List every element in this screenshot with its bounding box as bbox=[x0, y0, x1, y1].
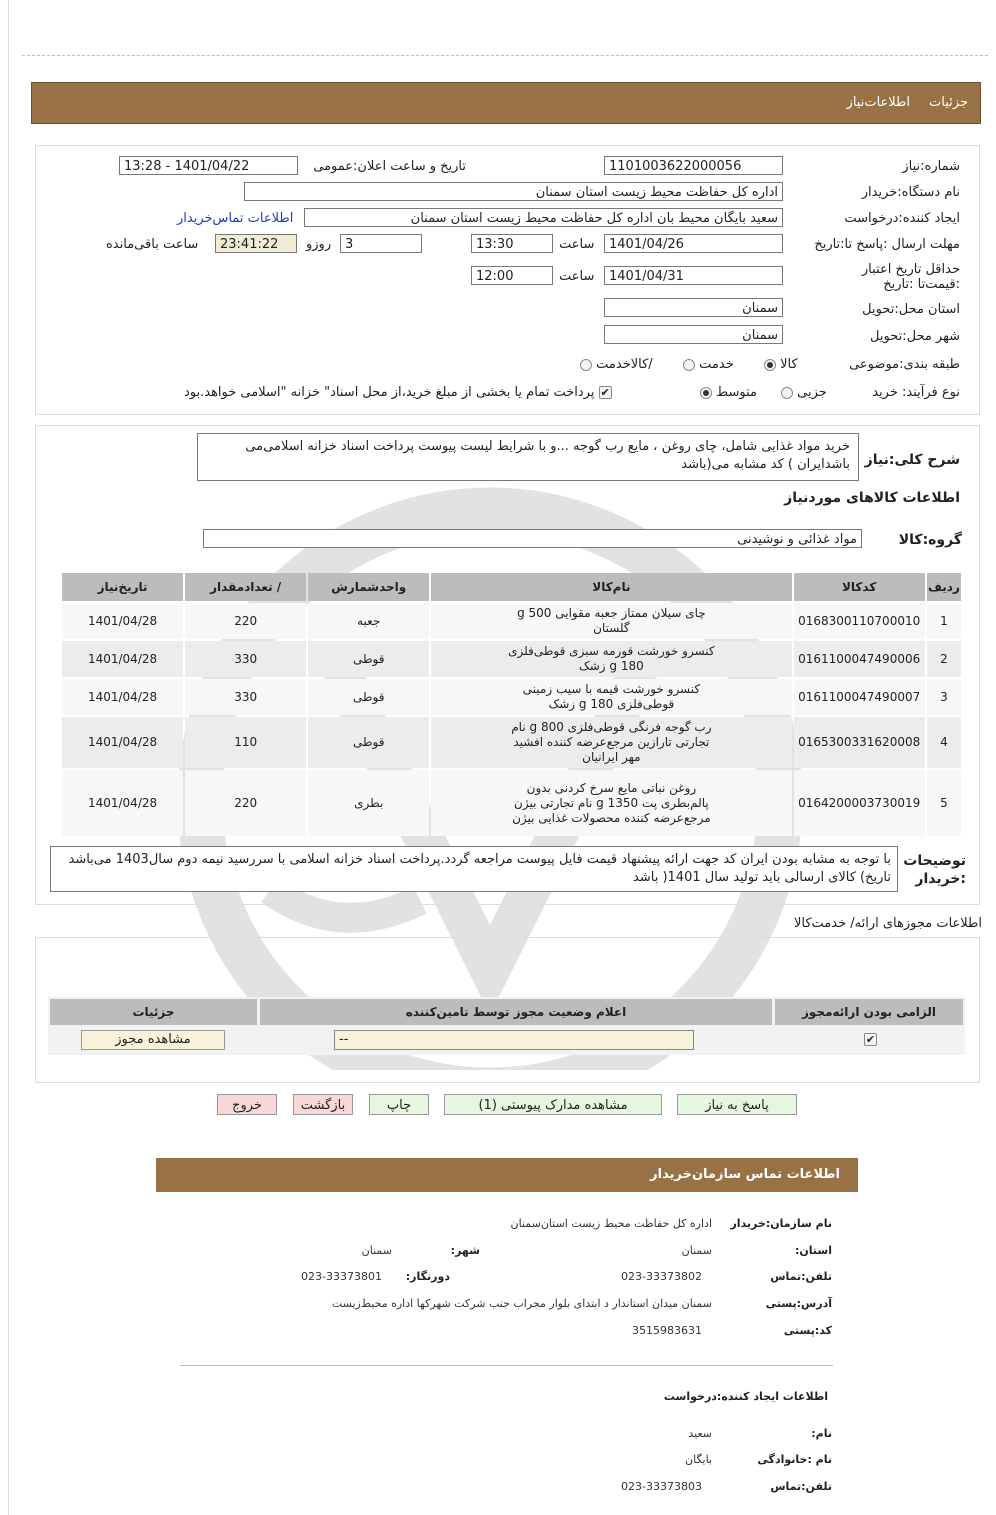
city-label: شهر محل:تحویل bbox=[870, 329, 960, 344]
table-row bbox=[62, 679, 961, 715]
description-text: خرید مواد غذایی شامل، چای روغن ، مایع رب گوجه ...و با شرایط لیست پیوست پرداخت اسناد خزانه اسلامی‌می باشدایران ) کد مشابه می(باشد bbox=[197, 433, 859, 481]
process-medium-radio[interactable] bbox=[700, 387, 712, 399]
cell-name bbox=[431, 770, 791, 836]
cell-row: 3 bbox=[927, 679, 961, 715]
category-goods-service-label: /کالاخدمت bbox=[596, 357, 653, 372]
table-row bbox=[62, 770, 961, 836]
creator-first-name-value: سعید bbox=[688, 1427, 712, 1440]
category-label: طبقه بندی:موضوعی bbox=[849, 357, 960, 372]
cell-name-text: روغن نباتی مایع سرخ کردنی بدون پالم‌بطری پت g 1350 نام تجارتی بیژن مرجع‌عرضه کننده محصولات غذایی بیژن bbox=[512, 780, 711, 825]
announce-label: تاریخ و ساعت اعلان:عمومی bbox=[313, 159, 466, 174]
permit-required-checkbox[interactable]: ✔ bbox=[865, 1033, 876, 1046]
creator-last-name-label: نام :خانوادگی bbox=[757, 1453, 832, 1466]
cell-row: 4 bbox=[927, 717, 961, 768]
col-qty: / تعدادمقدار bbox=[185, 573, 306, 601]
col-code: کدکالا bbox=[794, 573, 925, 601]
permits-table bbox=[48, 997, 965, 1055]
permit-required-header: الزامی بودن ارائه‌مجوز bbox=[775, 999, 963, 1025]
col-row: ردیف bbox=[927, 573, 961, 601]
creator-first-name-label: نام: bbox=[811, 1427, 832, 1440]
cell-name bbox=[431, 679, 791, 715]
category-service[interactable] bbox=[683, 357, 734, 372]
cell-code: 0164200003730019 bbox=[794, 770, 925, 836]
cell-qty: 110 bbox=[185, 717, 306, 768]
validity-label: حداقل تاریخ اعتبار :قیمت‌تا :تاریخ bbox=[861, 262, 960, 292]
contact-fax-label: دورنگار: bbox=[405, 1270, 450, 1283]
buyer-notes-label: توضیحات :خریدار bbox=[903, 853, 966, 887]
category-goods-service[interactable] bbox=[580, 357, 653, 372]
cell-code: 0165300331620008 bbox=[794, 717, 925, 768]
deadline-time-label: ساعت bbox=[559, 237, 595, 252]
cell-unit: جعبه bbox=[308, 603, 429, 639]
top-divider bbox=[22, 55, 988, 56]
creator-info-title: اطلاعات ایجاد کننده:درخواست bbox=[663, 1390, 828, 1403]
cell-name bbox=[431, 603, 791, 639]
category-goods[interactable] bbox=[764, 357, 798, 372]
cell-name-text: رب گوجه فرنگی قوطی‌فلزی 800 g نام تجارتی تارازین مرجع‌عرضه کننده افشید مهر ایرانیان bbox=[511, 720, 712, 764]
cell-code: 0168300110700010 bbox=[794, 603, 925, 639]
contact-province-label: استان: bbox=[795, 1244, 832, 1257]
process-medium-label: متوسط bbox=[716, 385, 757, 400]
need-number-field: 1101003622000056 bbox=[604, 156, 783, 175]
process-minor-radio[interactable] bbox=[781, 387, 793, 399]
buyer-org-field: اداره کل حفاظت محیط زیست استان سمنان bbox=[244, 182, 783, 201]
validity-date-field: 1401/04/31 bbox=[604, 266, 783, 285]
province-label: استان محل:تحویل bbox=[862, 302, 960, 317]
buyer-contact-link[interactable]: اطلاعات تماس‌خریدار bbox=[177, 211, 294, 226]
contact-org-value: اداره کل حفاظت محیط زیست استان‌سمنان bbox=[510, 1217, 712, 1230]
goods-info-title: اطلاعات کالاهای موردنیاز bbox=[784, 490, 960, 506]
deadline-label: مهلت ارسال :پاسخ تا:تاریخ bbox=[814, 237, 960, 252]
exit-button[interactable]: خروج bbox=[217, 1094, 277, 1115]
cell-row: 5 bbox=[927, 770, 961, 836]
goods-group-field: مواد غذائی و نوشیدنی bbox=[203, 529, 862, 548]
permit-status-header: اعلام وضعیت مجوز توسط تامین‌کننده bbox=[260, 999, 772, 1025]
category-service-label: خدمت bbox=[699, 357, 734, 372]
contact-address-value: سمنان میدان استاندار د ابتدای بلوار مجراب جنب شرکت شهرکها اداره محیط‌زیست bbox=[331, 1297, 712, 1310]
cell-unit: قوطی bbox=[308, 641, 429, 677]
goods-group-label: گروه:کالا bbox=[898, 532, 962, 548]
contact-header bbox=[156, 1158, 858, 1192]
cell-qty: 330 bbox=[185, 679, 306, 715]
cell-row: 1 bbox=[927, 603, 961, 639]
cell-name-text: چای سیلان ممتاز جعبه مقوایی 500 g گلستان bbox=[517, 606, 706, 635]
process-medium[interactable] bbox=[700, 385, 757, 400]
contact-address-label: آدرس:پستی bbox=[765, 1297, 832, 1310]
city-field: سمنان bbox=[604, 325, 783, 344]
print-button[interactable]: چاپ bbox=[369, 1094, 429, 1115]
process-type-label: نوع فرآیند: bbox=[902, 385, 960, 400]
cell-code: 0161100047490006 bbox=[794, 641, 925, 677]
cell-unit: قوطی bbox=[308, 679, 429, 715]
contact-title: اطلاعات تماس سازمان‌خریدار bbox=[650, 1167, 840, 1182]
col-unit: واحدشمارش bbox=[308, 573, 429, 601]
cell-name bbox=[431, 717, 791, 768]
permit-status-field: -- bbox=[334, 1030, 694, 1050]
announce-field: 1401/04/22 - 13:28 bbox=[119, 156, 298, 175]
items-table bbox=[60, 571, 963, 838]
table-row bbox=[62, 717, 961, 768]
page-header bbox=[31, 82, 981, 124]
cell-qty: 220 bbox=[185, 603, 306, 639]
contact-postal-label: کد:پستی bbox=[783, 1324, 832, 1337]
cell-date: 1401/04/28 bbox=[62, 641, 183, 677]
process-minor[interactable] bbox=[781, 385, 827, 400]
creator-phone-value: 023-33373803 bbox=[621, 1480, 702, 1493]
remaining-label: ساعت باقی‌مانده bbox=[106, 237, 199, 252]
contact-phone-value: 023-33373802 bbox=[621, 1270, 702, 1283]
contact-org-label: نام سازمان:خریدار bbox=[730, 1217, 832, 1230]
table-row bbox=[62, 641, 961, 677]
days-label: روزو bbox=[306, 237, 332, 252]
contact-city-label: شهر: bbox=[450, 1244, 480, 1257]
remaining-time-field: 23:41:22 bbox=[215, 234, 297, 253]
creator-label: ایجاد کننده:درخواست bbox=[844, 211, 960, 226]
permit-details-header: جزئیات bbox=[50, 999, 257, 1025]
payment-option[interactable] bbox=[184, 385, 612, 400]
category-goods-service-radio[interactable] bbox=[580, 359, 592, 371]
creator-field: سعید بایگان محیط بان اداره کل حفاظت محیط زیست استان سمنان bbox=[304, 208, 783, 227]
contact-divider bbox=[180, 1365, 833, 1366]
description-label: شرح کلی:نیاز bbox=[864, 452, 960, 468]
cell-date: 1401/04/28 bbox=[62, 717, 183, 768]
need-number-label: شماره:نیاز bbox=[902, 159, 960, 174]
cell-qty: 220 bbox=[185, 770, 306, 836]
contact-phone-label: تلفن:تماس bbox=[770, 1270, 832, 1283]
process-label bbox=[872, 385, 960, 400]
category-goods-radio[interactable] bbox=[764, 359, 776, 371]
left-border bbox=[8, 0, 9, 1515]
back-button[interactable]: بازگشت bbox=[293, 1094, 353, 1115]
creator-last-name-value: بایگان bbox=[685, 1453, 712, 1466]
cell-unit: قوطی bbox=[308, 717, 429, 768]
tab-need-info[interactable]: اطلاعات‌نیاز bbox=[846, 95, 910, 110]
creator-phone-label: تلفن:تماس bbox=[770, 1480, 832, 1493]
deadline-date-field: 1401/04/26 bbox=[604, 234, 783, 253]
contact-fax-value: 023-33373801 bbox=[301, 1270, 382, 1283]
permits-title: اطلاعات مجوزهای ارائه/ خدمت‌کالا bbox=[793, 916, 982, 931]
cell-name-text: کنسرو خورشت قورمه سبزی قوطی‌فلزی g 180 زشک bbox=[508, 644, 715, 673]
cell-date: 1401/04/28 bbox=[62, 603, 183, 639]
col-name: نام‌کالا bbox=[431, 573, 791, 601]
cell-date: 1401/04/28 bbox=[62, 679, 183, 715]
contact-city-value: سمنان bbox=[361, 1244, 392, 1257]
days-field: 3 bbox=[340, 234, 422, 253]
province-field: سمنان bbox=[604, 298, 783, 317]
deadline-time-field: 13:30 bbox=[471, 234, 553, 253]
cell-unit: بطری bbox=[308, 770, 429, 836]
cell-name-text: کنسرو خورشت قیمه با سیب زمینی قوطی‌فلزی g 180 زشک bbox=[522, 682, 701, 711]
cell-code: 0161100047490007 bbox=[794, 679, 925, 715]
tab-details[interactable]: جزئیات bbox=[929, 95, 968, 110]
buyer-org-label: نام دستگاه:خریدار bbox=[861, 185, 960, 200]
process-buy-label: خرید bbox=[872, 385, 898, 400]
cell-row: 2 bbox=[927, 641, 961, 677]
validity-time-field: 12:00 bbox=[471, 266, 553, 285]
cell-name bbox=[431, 641, 791, 677]
table-row bbox=[62, 603, 961, 639]
view-permit-button[interactable]: مشاهده مجوز bbox=[81, 1030, 225, 1050]
cell-qty: 330 bbox=[185, 641, 306, 677]
category-goods-label: کالا bbox=[780, 357, 798, 372]
buyer-notes-text: با توجه به مشابه بودن ایران کد جهت ارائه پیشنهاد قیمت فایل پیوست مراجعه گردد.پرداخت اسناد خزانه اسلامی با سررسید نیمه دوم سال1403 می‌باشد تاریخ) کالای ارسالی باید تولید سال 1401( باشد bbox=[50, 846, 898, 892]
attachments-button[interactable]: مشاهده مدارک پیوستی (1) bbox=[444, 1094, 662, 1115]
cell-date: 1401/04/28 bbox=[62, 770, 183, 836]
col-date: تاریخ‌نیاز bbox=[62, 573, 183, 601]
contact-postal-value: 3515983631 bbox=[632, 1324, 702, 1337]
reply-button[interactable]: پاسخ به نیاز bbox=[677, 1094, 797, 1115]
category-service-radio[interactable] bbox=[683, 359, 695, 371]
payment-checkbox[interactable]: ✔ bbox=[600, 386, 610, 399]
validity-time-label: ساعت bbox=[559, 269, 595, 284]
contact-province-value: سمنان bbox=[681, 1244, 712, 1257]
process-minor-label: جزیی bbox=[797, 385, 827, 400]
payment-note: پرداخت تمام یا بخشی از مبلغ خرید،از محل اسناد" خزانه "اسلامی خواهد.بود bbox=[184, 385, 595, 400]
